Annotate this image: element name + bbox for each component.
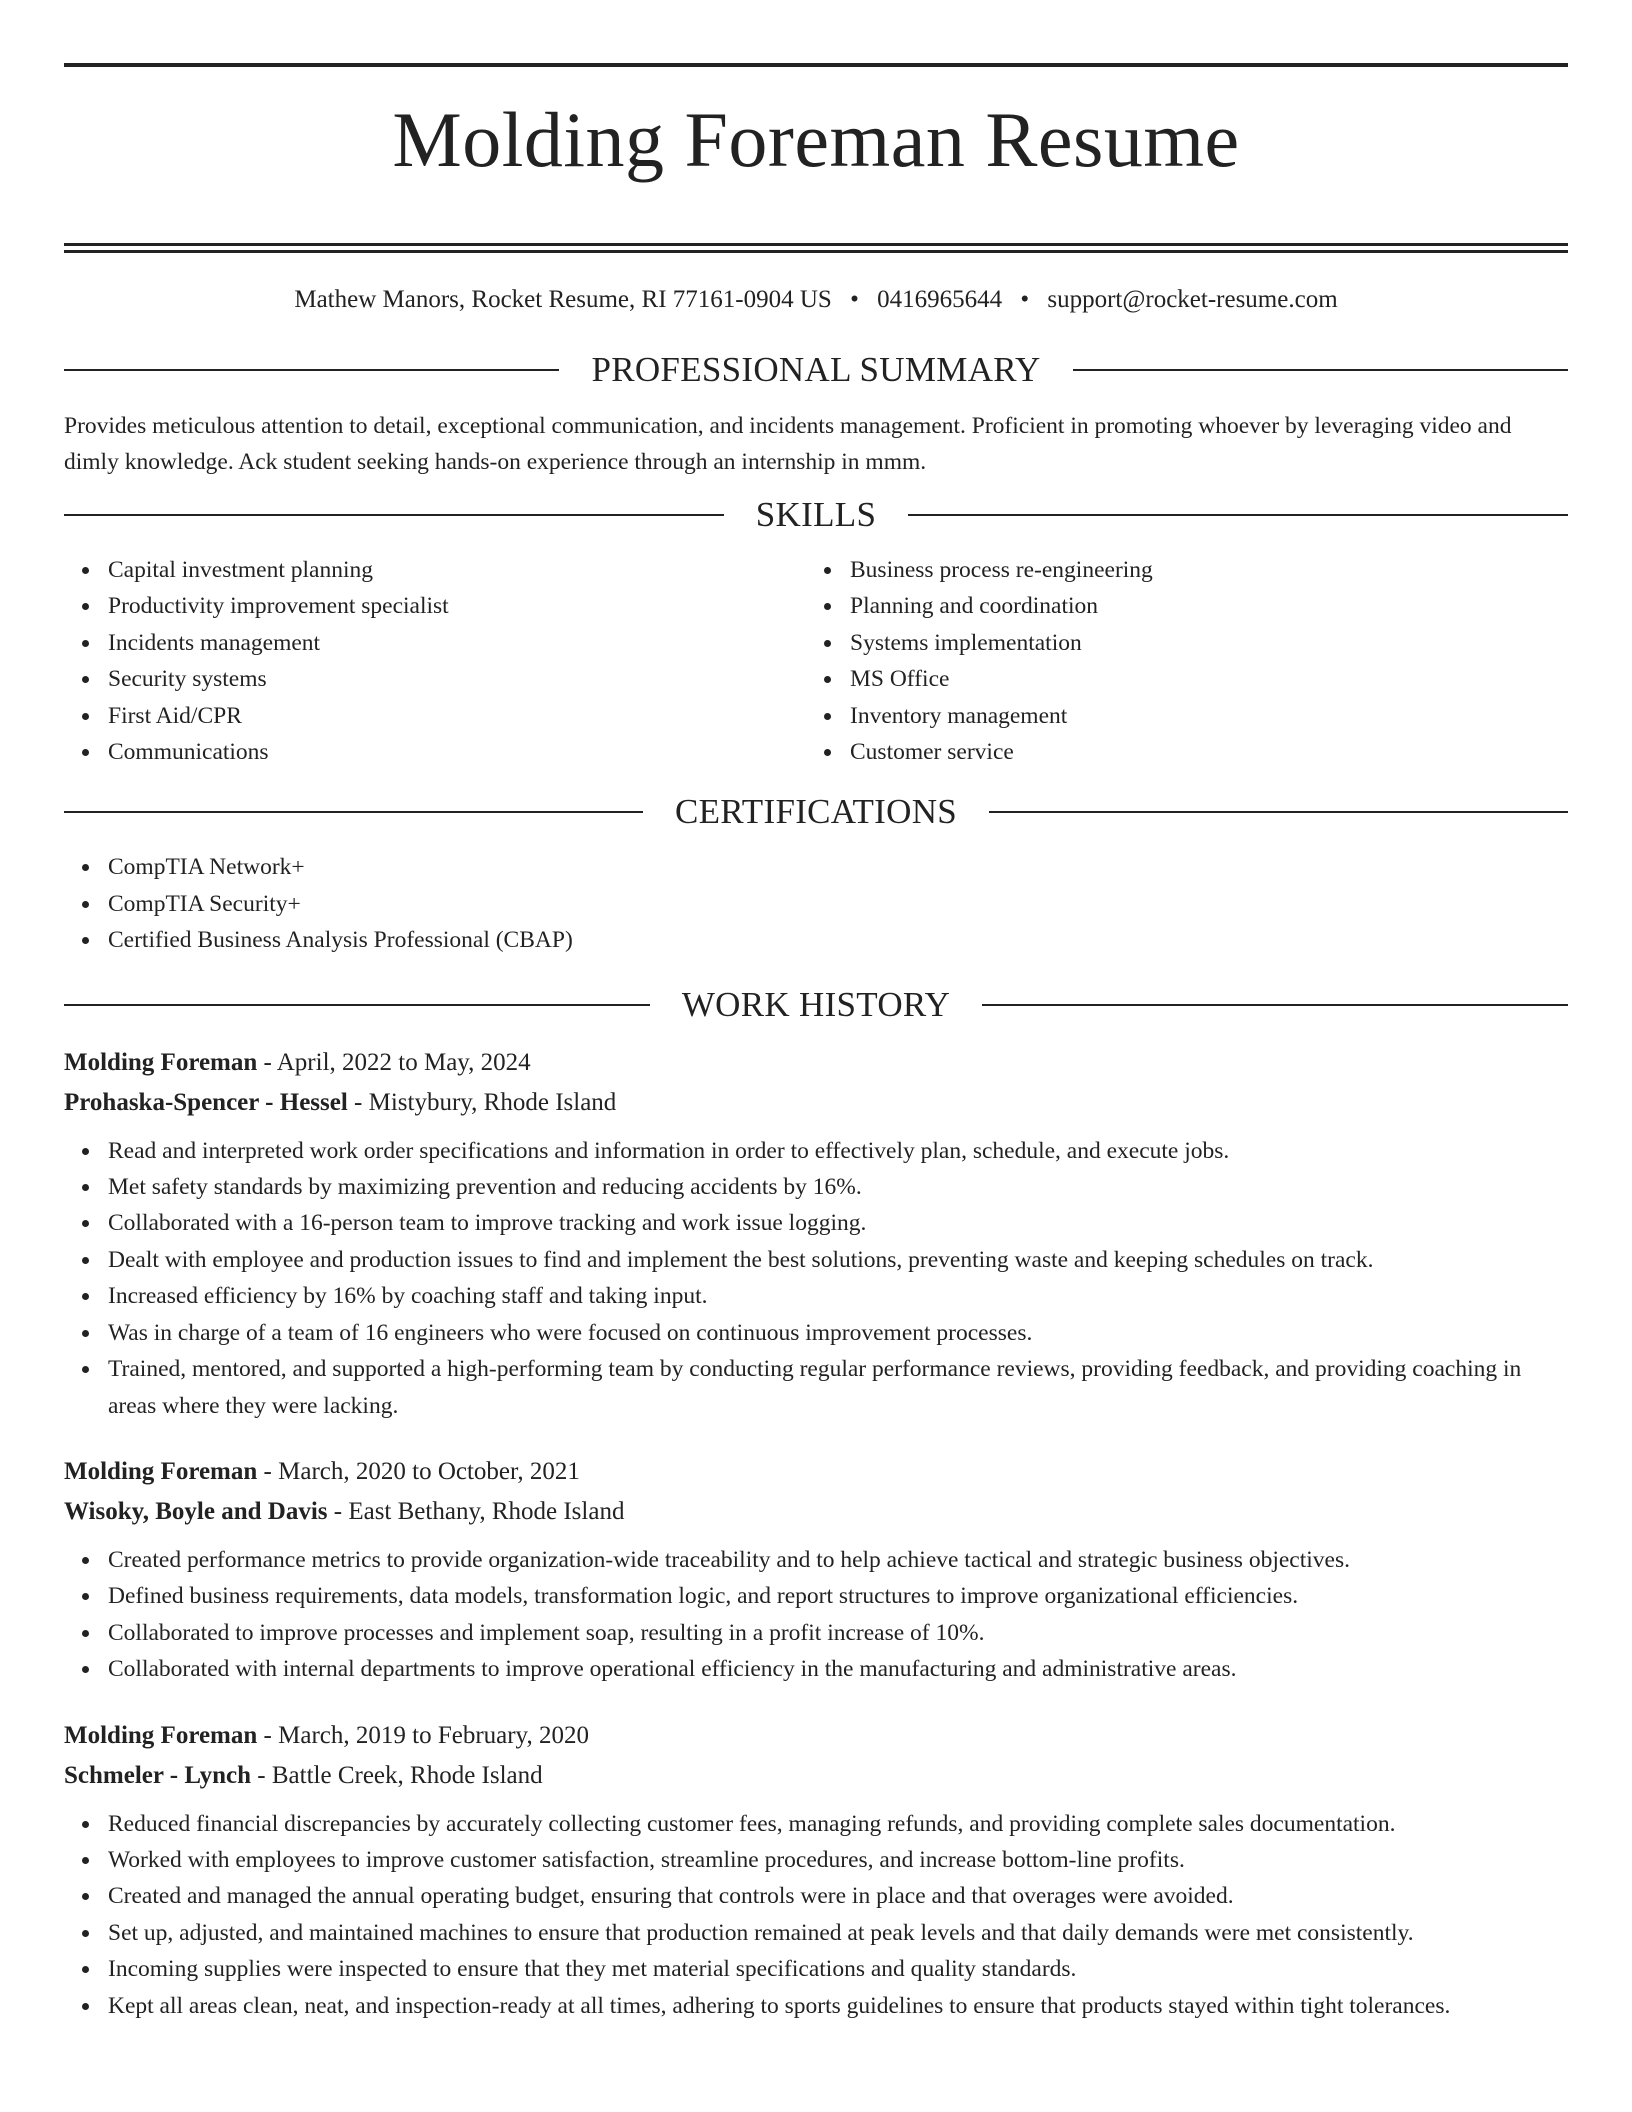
summary-section-header bbox=[64, 350, 1568, 390]
section-divider-line bbox=[64, 369, 559, 371]
job-dates: - March, 2020 to October, 2021 bbox=[257, 1457, 580, 1485]
contact-email: support@rocket-resume.com bbox=[1047, 286, 1338, 313]
job-duty-item: Collaborated with a 16-person team to improve tracking and work issue logging. bbox=[108, 1205, 1568, 1241]
job-duty-item: Kept all areas clean, neat, and inspection-ready at all times, adhering to sports guidelines to ensure that products stayed within tight tolerances. bbox=[108, 1988, 1568, 2024]
skill-item: Customer service bbox=[850, 734, 1548, 770]
job-duties-list bbox=[64, 1542, 1568, 1688]
skill-item: Security systems bbox=[108, 661, 806, 697]
work-history-section-header bbox=[64, 985, 1568, 1025]
job-duty-item: Defined business requirements, data models, transformation logic, and report structures to improve organizational efficiencies. bbox=[108, 1578, 1568, 1614]
section-divider-line bbox=[64, 1004, 650, 1006]
work-history-heading: WORK HISTORY bbox=[681, 984, 951, 1024]
job-duty-item: Created performance metrics to provide organization-wide traceability and to help achieve tactical and strategic business objectives. bbox=[108, 1542, 1568, 1578]
job-company-line bbox=[64, 1492, 1568, 1532]
contact-address: Mathew Manors, Rocket Resume, RI 77161-0904 US bbox=[294, 286, 832, 313]
skill-item: Communications bbox=[108, 734, 806, 770]
job-duty-item: Set up, adjusted, and maintained machines to ensure that production remained at peak levels and that daily demands were met consistently. bbox=[108, 1915, 1568, 1951]
section-divider-line bbox=[64, 514, 724, 516]
header-top-rule bbox=[64, 63, 1568, 67]
skill-item: Systems implementation bbox=[850, 625, 1548, 661]
certifications-list bbox=[64, 849, 1568, 958]
summary-text: Provides meticulous attention to detail, exceptional communication, and incidents management. Proficient in promoting whoever by leveraging video and dimly knowledge. Ack student seeking hands-on experience through an internship in mmm. bbox=[64, 413, 1512, 475]
skill-item: Capital investment planning bbox=[108, 552, 806, 588]
skill-item: Planning and coordination bbox=[850, 588, 1548, 624]
skills-left-list bbox=[64, 552, 806, 770]
job-duty-item: Trained, mentored, and supported a high-performing team by conducting regular performance reviews, providing feedback, and providing coaching in areas where they were lacking. bbox=[108, 1351, 1568, 1424]
job-entry bbox=[64, 1452, 1568, 1688]
job-duties-list bbox=[64, 1806, 1568, 2024]
contact-separator: • bbox=[1020, 286, 1030, 313]
job-duty-item: Worked with employees to improve customer satisfaction, streamline procedures, and increase bottom-line profits. bbox=[108, 1842, 1568, 1878]
job-duty-item: Incoming supplies were inspected to ensure that they met material specifications and quality standards. bbox=[108, 1951, 1568, 1987]
header-double-rule bbox=[64, 243, 1568, 253]
job-location: - East Bethany, Rhode Island bbox=[327, 1497, 625, 1525]
job-duty-item: Met safety standards by maximizing prevention and reducing accidents by 16%. bbox=[108, 1169, 1568, 1205]
job-company: Schmeler - Lynch bbox=[64, 1761, 252, 1789]
job-duty-item: Read and interpreted work order specifications and information in order to effectively plan, schedule, and execute jobs. bbox=[108, 1133, 1568, 1169]
summary-heading: PROFESSIONAL SUMMARY bbox=[591, 350, 1041, 389]
skill-item: Productivity improvement specialist bbox=[108, 588, 806, 624]
job-title: Molding Foreman bbox=[64, 1721, 258, 1749]
section-divider-line bbox=[64, 811, 643, 813]
skills-column-left bbox=[64, 552, 806, 770]
certification-item: CompTIA Network+ bbox=[108, 849, 1568, 885]
job-title: Molding Foreman bbox=[64, 1457, 258, 1485]
job-duties-list bbox=[64, 1133, 1568, 1424]
job-dates: - March, 2019 to February, 2020 bbox=[257, 1721, 589, 1749]
job-title: Molding Foreman bbox=[64, 1048, 258, 1076]
contact-phone: 0416965644 bbox=[877, 286, 1003, 313]
job-duty-item: Increased efficiency by 16% by coaching staff and taking input. bbox=[108, 1278, 1568, 1314]
skills-section-header bbox=[64, 495, 1568, 535]
skill-item: MS Office bbox=[850, 661, 1548, 697]
resume-title: Molding Foreman Resume bbox=[392, 96, 1240, 183]
skills-right-list bbox=[806, 552, 1548, 770]
job-location: - Mistybury, Rhode Island bbox=[347, 1088, 617, 1116]
skill-item: First Aid/CPR bbox=[108, 698, 806, 734]
job-company: Wisoky, Boyle and Davis bbox=[64, 1497, 328, 1525]
job-title-line bbox=[64, 1452, 1568, 1492]
section-divider-line bbox=[989, 811, 1568, 813]
section-divider-line bbox=[1073, 369, 1568, 371]
job-duty-item: Created and managed the annual operating budget, ensuring that controls were in place and that overages were avoided. bbox=[108, 1878, 1568, 1914]
contact-separator: • bbox=[850, 286, 859, 313]
skill-item: Business process re-engineering bbox=[850, 552, 1548, 588]
skills-column-right bbox=[806, 552, 1548, 770]
job-company-line bbox=[64, 1756, 1568, 1796]
certifications-section-header bbox=[64, 792, 1568, 832]
work-history-list bbox=[64, 1043, 1568, 2024]
skill-item: Inventory management bbox=[850, 698, 1548, 734]
job-duty-item: Collaborated to improve processes and implement soap, resulting in a profit increase of 10%. bbox=[108, 1615, 1568, 1651]
job-company: Prohaska-Spencer - Hessel bbox=[64, 1088, 348, 1116]
job-duty-item: Reduced financial discrepancies by accurately collecting customer fees, managing refunds, and providing complete sales documentation. bbox=[108, 1806, 1568, 1842]
job-company-line bbox=[64, 1083, 1568, 1123]
job-duty-item: Dealt with employee and production issues to find and implement the best solutions, preventing waste and keeping schedules on track. bbox=[108, 1242, 1568, 1278]
skills-heading: SKILLS bbox=[755, 495, 877, 534]
certifications-heading: CERTIFICATIONS bbox=[674, 792, 958, 832]
skill-item: Incidents management bbox=[108, 625, 806, 661]
job-title-line bbox=[64, 1716, 1568, 1756]
job-title-line bbox=[64, 1043, 1568, 1083]
job-entry bbox=[64, 1043, 1568, 1424]
section-divider-line bbox=[982, 1004, 1568, 1006]
job-duty-item: Was in charge of a team of 16 engineers who were focused on continuous improvement processes. bbox=[108, 1315, 1568, 1351]
section-divider-line bbox=[908, 514, 1568, 516]
job-dates: - April, 2022 to May, 2024 bbox=[257, 1048, 531, 1076]
contact-line bbox=[64, 285, 1568, 315]
certification-item: Certified Business Analysis Professional (CBAP) bbox=[108, 922, 1568, 958]
job-location: - Battle Creek, Rhode Island bbox=[251, 1761, 543, 1789]
certification-item: CompTIA Security+ bbox=[108, 886, 1568, 922]
job-duty-item: Collaborated with internal departments to improve operational efficiency in the manufacturing and administrative areas. bbox=[108, 1651, 1568, 1687]
skills-list bbox=[64, 552, 1568, 770]
job-entry bbox=[64, 1716, 1568, 2024]
